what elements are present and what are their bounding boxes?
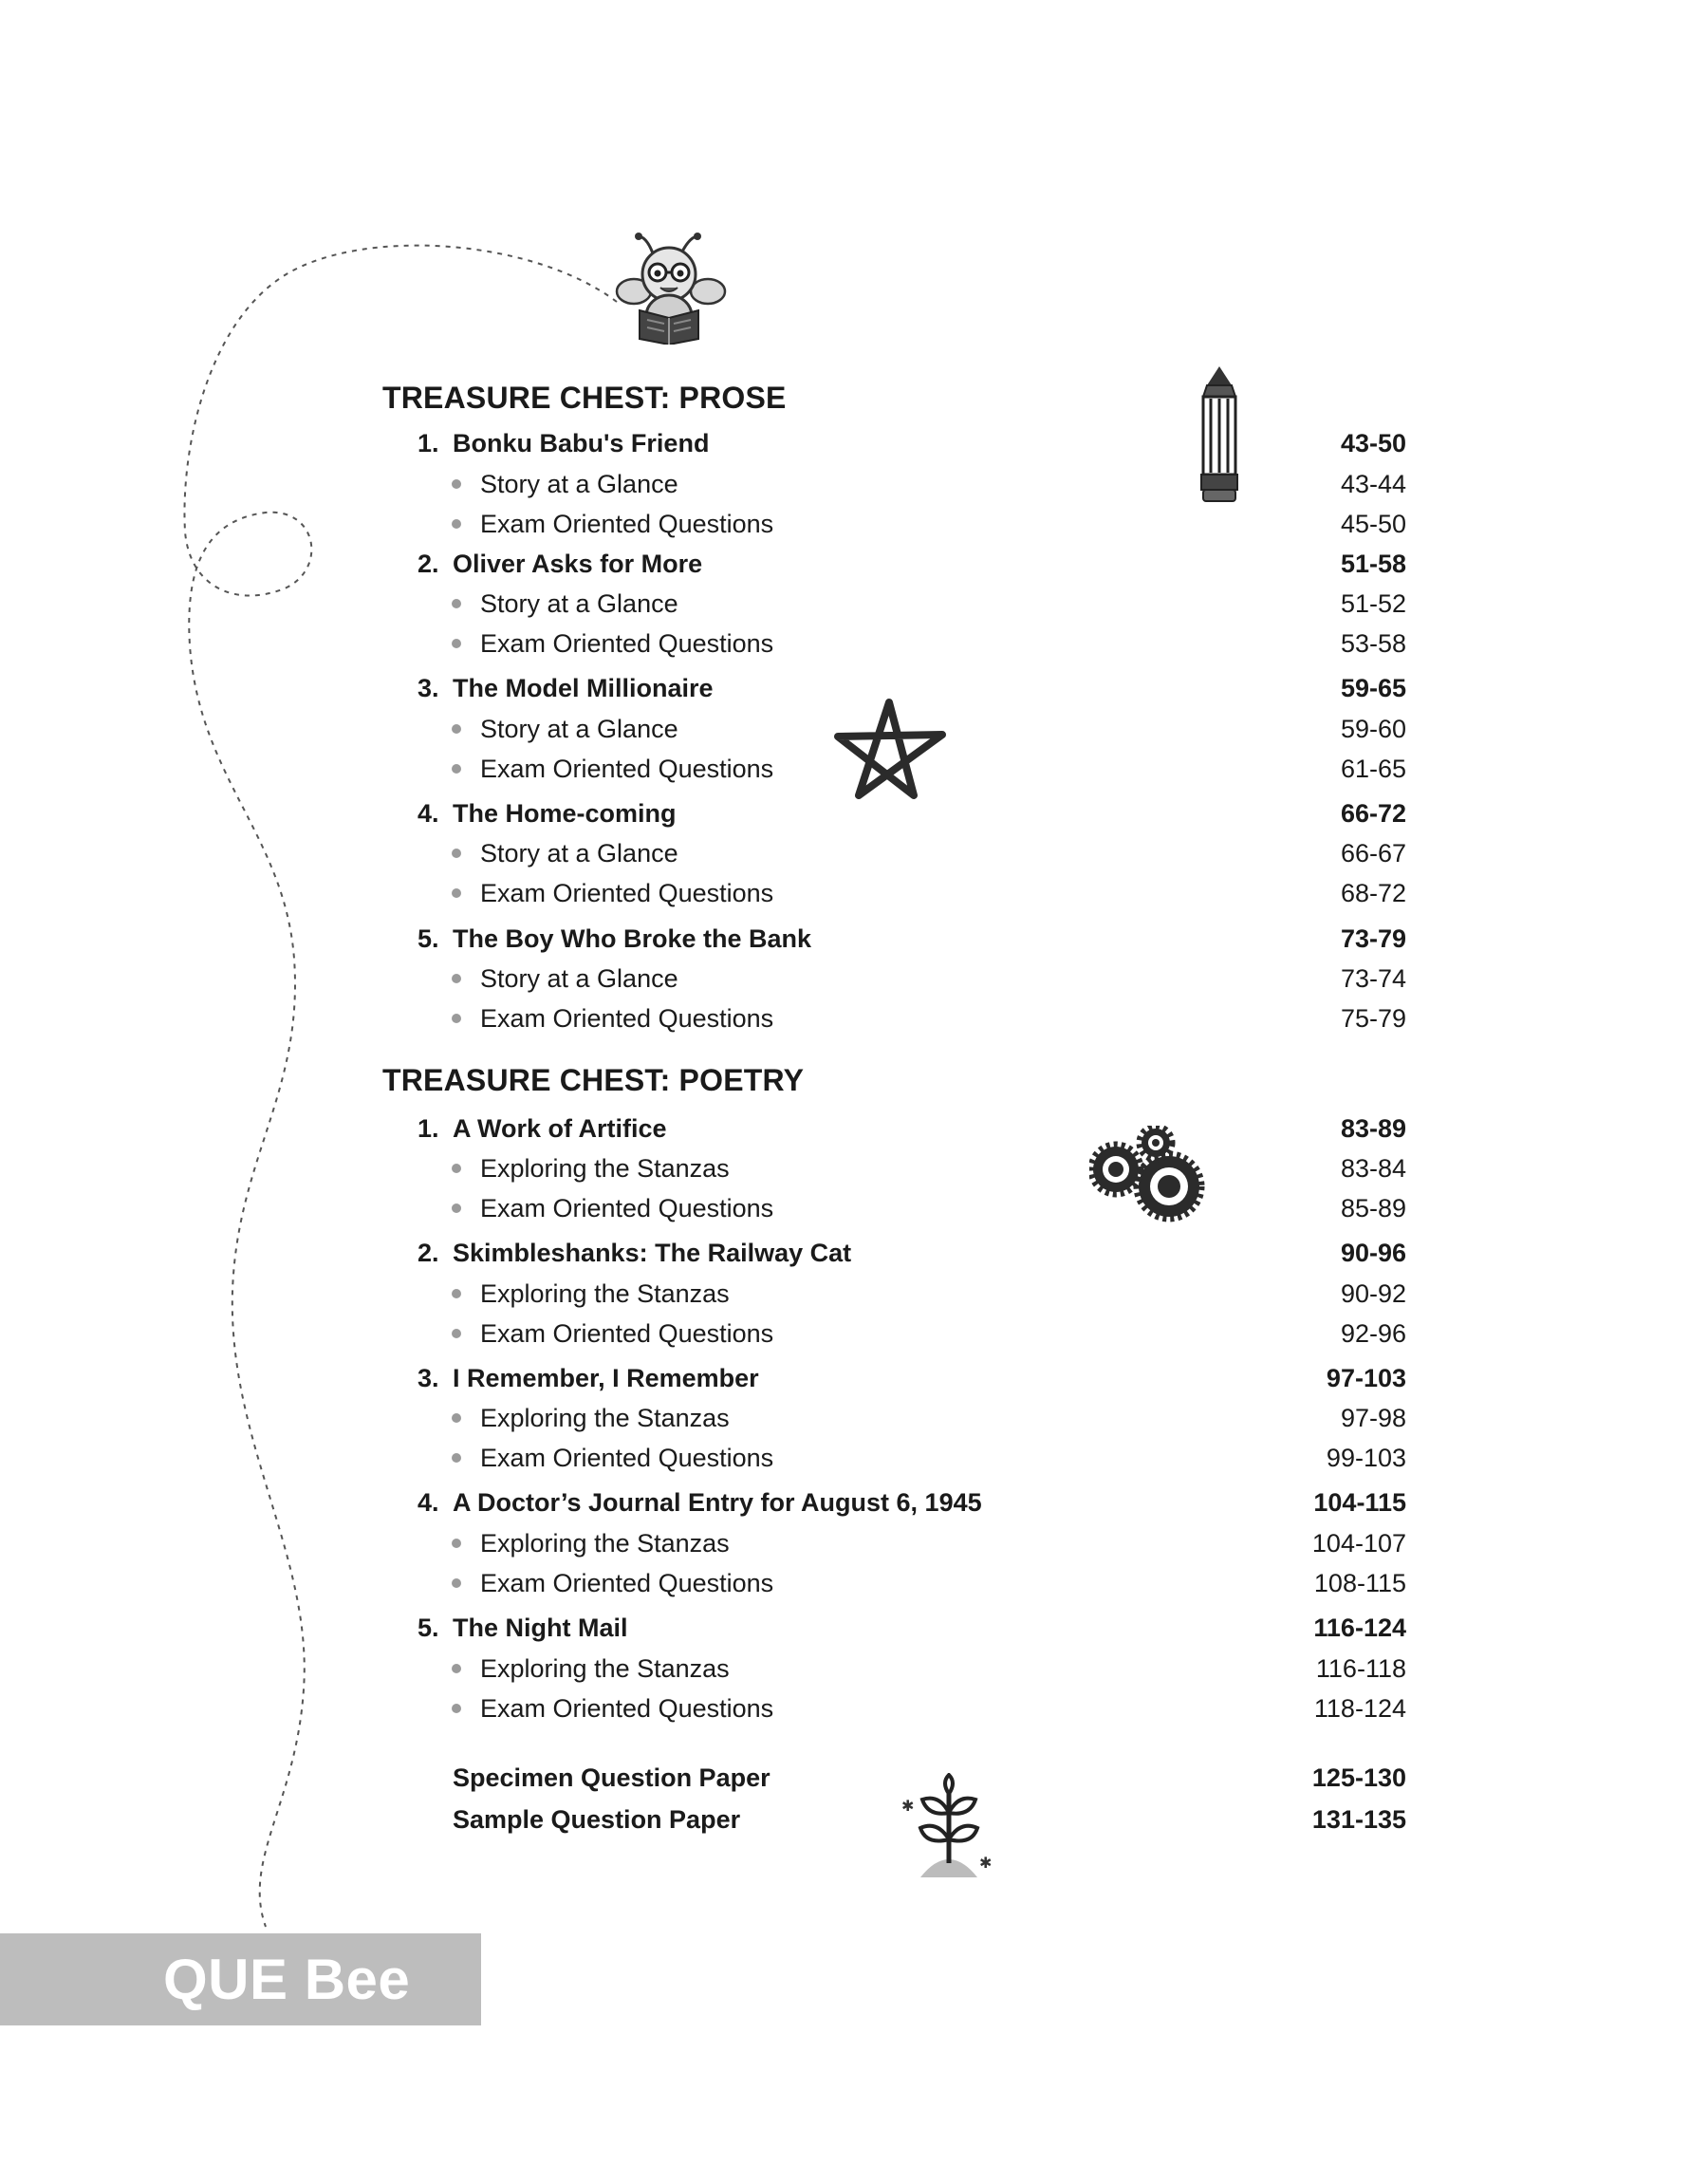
- toc-item-row[interactable]: [0, 1189, 1708, 1227]
- item-pages: 116-118: [1315, 1654, 1406, 1683]
- item-pages: 73-74: [1340, 964, 1406, 993]
- bullet-dot: [452, 1578, 461, 1588]
- brand-logo-text: QUE Bee: [163, 1948, 411, 2011]
- toc-chapter-row[interactable]: [0, 545, 1708, 583]
- toc-item-row[interactable]: [0, 1315, 1708, 1353]
- toc-item-row[interactable]: [0, 1650, 1708, 1688]
- bullet-dot: [452, 1704, 461, 1713]
- bullet-dot: [452, 1664, 461, 1673]
- item-label: Exam Oriented Questions: [480, 629, 774, 658]
- bee-reading-book-icon: [615, 233, 727, 345]
- toc-item-row[interactable]: [0, 710, 1708, 748]
- chapter-title: The Model Millionaire: [453, 674, 714, 702]
- item-pages: 97-98: [1340, 1404, 1406, 1432]
- item-label: Story at a Glance: [480, 589, 678, 618]
- chapter-title: A Doctor’s Journal Entry for August 6, 1945: [453, 1488, 982, 1517]
- item-label: Exam Oriented Questions: [480, 1694, 774, 1723]
- chapter-pages: 116-124: [1313, 1614, 1406, 1642]
- bullet-dot: [452, 1289, 461, 1298]
- toc-item-row[interactable]: [0, 874, 1708, 912]
- bullet-dot: [452, 1453, 461, 1463]
- section-heading-prose: TREASURE CHEST: PROSE: [382, 381, 787, 415]
- item-label: Exam Oriented Questions: [480, 879, 774, 907]
- chapter-title: Bonku Babu's Friend: [453, 429, 710, 457]
- toc-chapter-row[interactable]: [0, 920, 1708, 958]
- extra-title: Specimen Question Paper: [453, 1763, 770, 1792]
- bullet-dot: [452, 724, 461, 734]
- item-label: Exam Oriented Questions: [480, 1319, 774, 1348]
- item-label: Story at a Glance: [480, 715, 678, 743]
- item-pages: 61-65: [1340, 755, 1406, 783]
- item-label: Exam Oriented Questions: [480, 1194, 774, 1222]
- chapter-number: 2.: [418, 1239, 439, 1267]
- chapter-pages: 73-79: [1340, 924, 1406, 953]
- item-pages: 51-52: [1340, 589, 1406, 618]
- chapter-title: Skimbleshanks: The Railway Cat: [453, 1239, 852, 1267]
- toc-chapter-row[interactable]: [0, 424, 1708, 462]
- chapter-title: A Work of Artifice: [453, 1114, 667, 1143]
- toc-item-row[interactable]: [0, 465, 1708, 503]
- item-pages: 68-72: [1340, 879, 1406, 907]
- chapter-number: 1.: [418, 1114, 439, 1143]
- item-label: Exploring the Stanzas: [480, 1404, 730, 1432]
- item-label: Exam Oriented Questions: [480, 1569, 774, 1597]
- toc-item-row[interactable]: [0, 505, 1708, 543]
- toc-item-row[interactable]: [0, 625, 1708, 662]
- item-label: Exploring the Stanzas: [480, 1154, 730, 1183]
- chapter-number: 5.: [418, 1614, 439, 1642]
- bullet-dot: [452, 1413, 461, 1423]
- toc-item-row[interactable]: [0, 834, 1708, 872]
- bullet-dot: [452, 764, 461, 774]
- item-label: Story at a Glance: [480, 839, 678, 868]
- svg-text:✱: ✱: [901, 1797, 915, 1815]
- toc-chapter-row[interactable]: [0, 1483, 1708, 1521]
- bullet-dot: [452, 1329, 461, 1338]
- toc-item-row[interactable]: [0, 1524, 1708, 1562]
- item-label: Story at a Glance: [480, 470, 678, 498]
- extra-title: Sample Question Paper: [453, 1805, 741, 1834]
- chapter-title: The Home-coming: [453, 799, 677, 828]
- chapter-pages: 59-65: [1340, 674, 1406, 702]
- bullet-dot: [452, 888, 461, 898]
- item-label: Exploring the Stanzas: [480, 1529, 730, 1558]
- chapter-number: 3.: [418, 1364, 439, 1392]
- extra-pages: 131-135: [1311, 1805, 1406, 1834]
- item-pages: 118-124: [1313, 1694, 1406, 1723]
- chapter-pages: 90-96: [1340, 1239, 1406, 1267]
- bullet-dot: [452, 519, 461, 529]
- toc-item-row[interactable]: [0, 585, 1708, 623]
- chapter-number: 3.: [418, 674, 439, 702]
- bullet-dot: [452, 1164, 461, 1173]
- item-pages: 66-67: [1340, 839, 1406, 868]
- toc-item-row[interactable]: [0, 1399, 1708, 1437]
- bullet-dot: [452, 1203, 461, 1213]
- item-label: Exam Oriented Questions: [480, 510, 774, 538]
- toc-item-row[interactable]: [0, 1149, 1708, 1187]
- chapter-number: 2.: [418, 550, 439, 578]
- toc-chapter-row[interactable]: [0, 1359, 1708, 1397]
- toc-item-row[interactable]: [0, 999, 1708, 1037]
- chapter-pages: 66-72: [1340, 799, 1406, 828]
- svg-text:✱: ✱: [979, 1854, 993, 1872]
- section-heading-poetry: TREASURE CHEST: POETRY: [382, 1063, 805, 1097]
- chapter-pages: 51-58: [1340, 550, 1406, 578]
- item-pages: 83-84: [1340, 1154, 1406, 1183]
- bullet-dot: [452, 974, 461, 983]
- item-pages: 43-44: [1340, 470, 1406, 498]
- toc-item-row[interactable]: [0, 1275, 1708, 1313]
- toc-item-row[interactable]: [0, 1439, 1708, 1477]
- bullet-dot: [452, 599, 461, 608]
- chapter-pages: 83-89: [1340, 1114, 1406, 1143]
- item-pages: 59-60: [1340, 715, 1406, 743]
- toc-item-row[interactable]: [0, 750, 1708, 788]
- chapter-pages: 43-50: [1340, 429, 1406, 457]
- bullet-dot: [452, 639, 461, 648]
- item-label: Exploring the Stanzas: [480, 1279, 730, 1308]
- toc-item-row[interactable]: [0, 1564, 1708, 1602]
- toc-chapter-row[interactable]: [0, 669, 1708, 707]
- item-pages: 75-79: [1340, 1004, 1406, 1033]
- item-label: Exam Oriented Questions: [480, 1444, 774, 1472]
- item-pages: 99-103: [1326, 1444, 1406, 1472]
- toc-item-row[interactable]: [0, 960, 1708, 998]
- chapter-title: I Remember, I Remember: [453, 1364, 759, 1392]
- item-label: Exam Oriented Questions: [480, 1004, 774, 1033]
- item-pages: 92-96: [1340, 1319, 1406, 1348]
- chapter-number: 4.: [418, 799, 439, 828]
- toc-item-row[interactable]: [0, 1689, 1708, 1727]
- chapter-number: 5.: [418, 924, 439, 953]
- toc-chapter-row[interactable]: [0, 794, 1708, 832]
- chapter-pages: 104-115: [1313, 1488, 1406, 1517]
- bullet-dot: [452, 1539, 461, 1548]
- chapter-title: The Night Mail: [453, 1614, 628, 1642]
- brand-footer-tab: [0, 1933, 481, 2025]
- bullet-dot: [452, 849, 461, 858]
- extra-pages: 125-130: [1311, 1763, 1406, 1792]
- item-label: Exploring the Stanzas: [480, 1654, 730, 1683]
- chapter-pages: 97-103: [1326, 1364, 1406, 1392]
- item-pages: 85-89: [1340, 1194, 1406, 1222]
- item-pages: 53-58: [1340, 629, 1406, 658]
- chapter-number: 1.: [418, 429, 439, 457]
- chapter-number: 4.: [418, 1488, 439, 1517]
- chapter-title: Oliver Asks for More: [453, 550, 703, 578]
- bullet-dot: [452, 1014, 461, 1023]
- toc-specimen-paper-row[interactable]: [0, 1759, 1708, 1797]
- toc-chapter-row[interactable]: [0, 1234, 1708, 1272]
- item-pages: 45-50: [1340, 510, 1406, 538]
- item-pages: 90-92: [1340, 1279, 1406, 1308]
- item-pages: 104-107: [1311, 1529, 1406, 1558]
- toc-chapter-row[interactable]: [0, 1110, 1708, 1147]
- toc-chapter-row[interactable]: [0, 1609, 1708, 1647]
- bullet-dot: [452, 479, 461, 489]
- item-label: Exam Oriented Questions: [480, 755, 774, 783]
- chapter-title: The Boy Who Broke the Bank: [453, 924, 812, 953]
- item-pages: 108-115: [1313, 1569, 1406, 1597]
- toc-sample-paper-row[interactable]: [0, 1801, 1708, 1838]
- item-label: Story at a Glance: [480, 964, 678, 993]
